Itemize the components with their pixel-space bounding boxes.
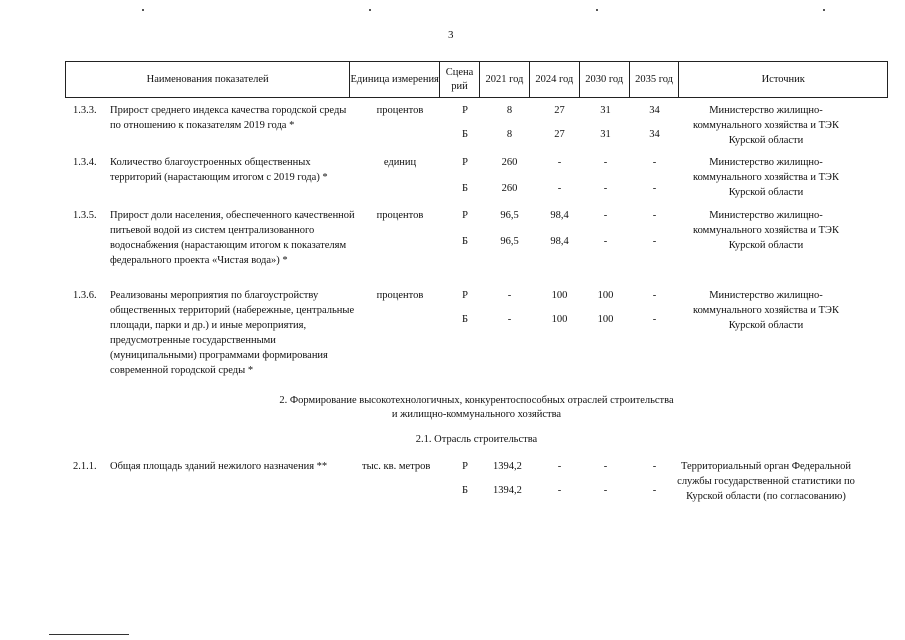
header-2035: 2035 год (630, 62, 680, 97)
value-2024-b: - (557, 183, 562, 194)
section-title-line1: 2. Формирование высокотехнологичных, конкурентоспособных отраслей строительства (279, 395, 674, 406)
value-2030-b: 31 (600, 129, 611, 140)
value-2035-b: - (652, 314, 657, 325)
scenario-r: Р (462, 157, 468, 168)
scenario-r: Р (462, 461, 468, 472)
scenario-b: Б (461, 183, 469, 194)
value-2030-r: 31 (600, 105, 611, 116)
value-2021-r: 8 (506, 105, 513, 116)
row-source: Территориальный орган Федеральной службы государственной статистики по Курской области (по согласованию) (677, 461, 855, 502)
scenario-r: Р (462, 210, 468, 221)
section-title (65, 394, 888, 422)
header-name: Наименования показателей (66, 62, 350, 97)
value-2030-r: - (603, 210, 608, 221)
header-source: Источник (761, 73, 805, 85)
value-2035-r: - (652, 210, 657, 221)
row-name: Общая площадь зданий нежилого назначения ** (110, 461, 328, 472)
value-2035-r: - (652, 157, 657, 168)
table-row (0, 459, 905, 529)
value-2021-r: 96,5 (500, 210, 519, 221)
value-2030-b: - (603, 485, 608, 496)
row-number: 1.3.5. (73, 210, 97, 221)
row-name: Прирост доли населения, обеспеченного качественной питьевой водой из систем централизованного водоснабжения (нарастающим итогом к показателям федерального проекта «Чистая вода») * (110, 210, 355, 266)
row-source: Министерство жилищно-коммунального хозяйства и ТЭК Курской области (693, 210, 839, 251)
table-row (0, 155, 905, 205)
scenario-b: Б (461, 129, 469, 140)
value-2035-r: - (652, 461, 657, 472)
value-2035-r: 34 (649, 105, 660, 116)
section-title-line2: и жилищно-коммунального хозяйства (391, 409, 562, 420)
value-2024-b: 27 (554, 129, 565, 140)
value-2021-b: 1394,2 (493, 485, 522, 496)
value-2021-r: 260 (501, 157, 518, 168)
table-row (0, 288, 905, 388)
value-2030-r: - (603, 157, 608, 168)
header-unit: Единица измерения (350, 62, 440, 97)
value-2035-r: - (652, 290, 657, 301)
value-2024-r: 27 (554, 105, 565, 116)
footnote-separator (49, 634, 129, 635)
row-name: Реализованы мероприятия по благоустройству общественных территорий (набережные, центральные площади, парки и др.) и иные мероприятия, предусмотренные государственными (муниципальными) программами формирования современной городской среды * (110, 290, 355, 376)
value-2021-b: 96,5 (500, 236, 519, 247)
scenario-b: Б (461, 236, 469, 247)
row-unit: процентов (376, 290, 424, 301)
header-2024: 2024 год (530, 62, 580, 97)
value-2024-r: - (557, 461, 562, 472)
subsection-title: 2.1. Отрасль строительства (415, 434, 538, 445)
value-2024-r: 98,4 (550, 210, 569, 221)
table-header (65, 61, 888, 98)
row-unit: процентов (376, 105, 424, 116)
header-scenario: Сцена рий (440, 62, 480, 97)
value-2030-b: - (603, 236, 608, 247)
table-row (0, 208, 905, 286)
header-2030: 2030 год (580, 62, 630, 97)
value-2035-b: - (652, 485, 657, 496)
row-source: Министерство жилищно-коммунального хозяйства и ТЭК Курской области (693, 157, 839, 198)
scenario-r: Р (462, 290, 468, 301)
value-2030-r: 100 (597, 290, 614, 301)
row-unit: единиц (383, 157, 417, 168)
row-unit: процентов (376, 210, 424, 221)
header-2021: 2021 год (480, 62, 530, 97)
row-name: Количество благоустроенных общественных территорий (нарастающим итогом с 2019 года) * (110, 157, 328, 183)
value-2035-b: - (652, 183, 657, 194)
value-2035-b: - (652, 236, 657, 247)
value-2024-r: 100 (551, 290, 568, 301)
value-2030-r: - (603, 461, 608, 472)
row-name: Прирост среднего индекса качества городской среды по отношению к показателям 2019 года * (110, 105, 347, 131)
scenario-b: Б (461, 314, 469, 325)
row-source: Министерство жилищно-коммунального хозяйства и ТЭК Курской области (693, 105, 839, 146)
value-2024-b: 100 (551, 314, 568, 325)
scenario-b: Б (461, 485, 469, 496)
value-2021-b: 8 (506, 129, 513, 140)
value-2024-b: - (557, 485, 562, 496)
value-2021-b: - (507, 314, 512, 325)
row-source: Министерство жилищно-коммунального хозяйства и ТЭК Курской области (693, 290, 839, 331)
table-row (0, 103, 905, 153)
value-2030-b: 100 (597, 314, 614, 325)
value-2021-b: 260 (501, 183, 518, 194)
value-2030-b: - (603, 183, 608, 194)
value-2021-r: - (507, 290, 512, 301)
row-number: 1.3.3. (73, 105, 97, 116)
row-number: 2.1.1. (73, 461, 97, 472)
row-number: 1.3.6. (73, 290, 97, 301)
value-2024-r: - (557, 157, 562, 168)
value-2035-b: 34 (649, 129, 660, 140)
row-unit: тыс. кв. метров (362, 461, 431, 472)
page-number: 3 (448, 29, 454, 41)
value-2021-r: 1394,2 (493, 461, 522, 472)
value-2024-b: 98,4 (550, 236, 569, 247)
row-number: 1.3.4. (73, 157, 97, 168)
scenario-r: Р (462, 105, 468, 116)
